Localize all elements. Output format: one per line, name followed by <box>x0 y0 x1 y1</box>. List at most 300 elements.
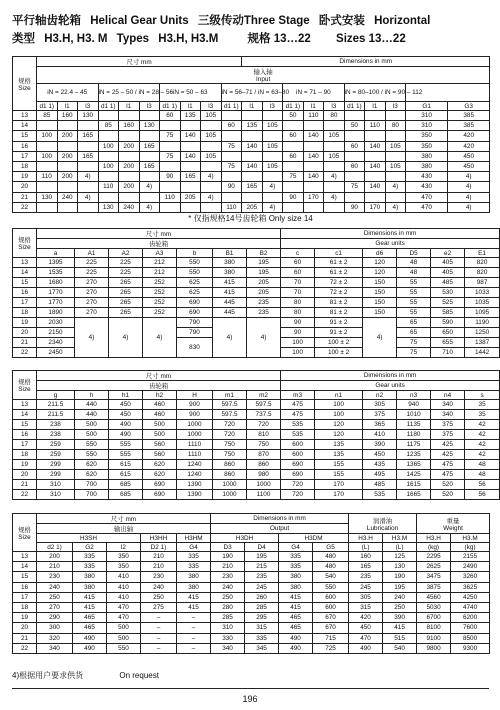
value-cell: 230 <box>37 572 73 582</box>
table-row <box>13 111 490 121</box>
value-cell <box>242 172 263 182</box>
value-cell: 380 <box>177 582 211 592</box>
value-cell: 212 <box>143 268 177 278</box>
column-header: n4 <box>431 391 465 400</box>
column-header: d1 1) <box>283 102 304 111</box>
label-line: 规格 <box>18 526 31 534</box>
value-cell: 230 <box>141 572 177 582</box>
value-cell: 195 <box>247 258 281 268</box>
size-cn: 规格 13…22 <box>247 33 311 45</box>
value-cell: 9800 <box>417 643 451 653</box>
value-cell: 495 <box>363 470 397 480</box>
value-cell: 210 <box>37 562 73 572</box>
value-cell <box>78 202 99 212</box>
column-header: A2 <box>109 249 143 258</box>
table-row <box>13 278 500 288</box>
value-cell <box>98 172 119 182</box>
value-cell: 385 <box>448 121 490 131</box>
value-cell: 340 <box>431 410 465 420</box>
value-cell: 225 <box>75 268 109 278</box>
value-cell <box>344 131 365 141</box>
value-cell: 9100 <box>417 633 451 643</box>
value-cell: 380 <box>73 572 107 582</box>
value-cell: 60 <box>160 111 181 121</box>
value-cell: 75 <box>221 141 242 151</box>
value-cell: 165 <box>139 141 160 151</box>
table-row <box>13 613 490 623</box>
value-cell: 60 <box>344 141 365 151</box>
value-cell <box>139 111 160 121</box>
value-cell: 4) <box>78 192 99 202</box>
table-row <box>13 57 490 67</box>
value-cell: 650 <box>431 328 465 338</box>
value-cell: 415 <box>73 592 107 602</box>
value-cell: 110 <box>37 172 58 182</box>
value-cell: 80 <box>281 298 315 308</box>
dim-label: 尺寸 mm <box>37 57 242 67</box>
size-cell: 17 <box>13 151 37 161</box>
value-cell <box>119 131 140 141</box>
value-cell: 42 <box>465 440 500 450</box>
title-cn: 平行轴齿轮箱 <box>12 15 81 27</box>
value-cell: 410 <box>107 582 141 592</box>
value-cell: 240 <box>211 582 245 592</box>
title-line-1 <box>12 12 492 28</box>
value-cell: 350 <box>107 552 141 562</box>
value-cell: 600 <box>313 592 349 602</box>
value-cell: 900 <box>177 400 213 410</box>
column-header: d1 1) <box>98 102 119 111</box>
value-cell: 737.5 <box>247 410 281 420</box>
value-cell: 240 <box>141 582 177 592</box>
value-cell: 4) <box>385 202 406 212</box>
label-line: 重量 <box>446 517 460 525</box>
value-cell <box>57 161 78 171</box>
value-cell: 42 <box>465 430 500 440</box>
value-cell: 135 <box>315 440 363 450</box>
value-cell <box>37 182 58 192</box>
size-cell: 15 <box>13 420 37 430</box>
value-cell: 490 <box>279 643 313 653</box>
value-cell: 810 <box>247 430 281 440</box>
value-cell: 252 <box>143 298 177 308</box>
value-cell: 3475 <box>417 572 451 582</box>
value-cell: 55 <box>397 288 431 298</box>
value-cell: 310 <box>37 480 75 490</box>
type-values-2: H3.H, H3.M <box>158 33 219 45</box>
value-cell: 200 <box>119 141 140 151</box>
size-cell: 21 <box>13 338 37 348</box>
value-cell: – <box>141 623 177 633</box>
value-cell: 465 <box>279 613 313 623</box>
value-cell <box>201 182 222 192</box>
value-cell: 130 <box>78 111 99 121</box>
value-cell: 105 <box>262 161 283 171</box>
label-line: 润滑油 <box>372 517 393 525</box>
value-cell: 475 <box>281 400 315 410</box>
value-cell: 720 <box>281 490 315 500</box>
value-cell: 110 <box>160 192 181 202</box>
value-cell: 550 <box>75 450 109 460</box>
value-cell: 2150 <box>37 328 75 338</box>
value-cell: 140 <box>242 161 263 171</box>
value-cell: 500 <box>143 420 177 430</box>
size-cell: 13 <box>13 552 37 562</box>
value-cell: 42 <box>465 420 500 430</box>
value-cell: 235 <box>349 572 383 582</box>
value-cell: 470 <box>107 602 141 612</box>
value-cell <box>262 131 283 141</box>
value-cell: 520 <box>431 490 465 500</box>
value-cell: 310 <box>406 111 448 121</box>
column-header: g <box>37 391 75 400</box>
value-cell: 540 <box>313 572 349 582</box>
type-en: Types <box>116 33 150 45</box>
value-cell: 535 <box>281 420 315 430</box>
value-cell: 100 <box>98 161 119 171</box>
value-cell: 135 <box>180 111 201 121</box>
value-cell <box>365 172 386 182</box>
value-cell: 1890 <box>37 308 75 318</box>
table-row <box>13 67 490 84</box>
value-cell: 235 <box>247 298 281 308</box>
value-cell: 490 <box>73 643 107 653</box>
table-row <box>13 643 490 653</box>
table-row <box>13 102 490 111</box>
value-cell <box>98 151 119 161</box>
value-cell: 715 <box>313 633 349 643</box>
size-cell: 17 <box>13 592 37 602</box>
value-cell: 300 <box>37 623 73 633</box>
size-cell: 14 <box>13 121 37 131</box>
table-row <box>13 450 500 460</box>
table-row <box>13 602 490 612</box>
value-cell: 310 <box>406 121 448 131</box>
value-cell: 375 <box>431 430 465 440</box>
size-cell: 15 <box>13 572 37 582</box>
value-cell <box>385 172 406 182</box>
value-cell: 100 <box>281 338 315 348</box>
on-request-note: 4) <box>213 318 247 358</box>
value-cell: 170 <box>315 480 363 490</box>
value-cell: 475 <box>431 470 465 480</box>
value-cell: 91 ± 2 <box>315 328 363 338</box>
value-cell: 720 <box>281 480 315 490</box>
column-header: d1 1) <box>160 102 181 111</box>
value-cell: 340 <box>37 643 73 653</box>
value-cell: 170 <box>315 490 363 500</box>
value-cell: 340 <box>211 643 245 653</box>
value-cell: 335 <box>73 552 107 562</box>
value-cell <box>365 192 386 202</box>
value-cell: 430 <box>406 182 448 192</box>
value-cell: 60 <box>281 268 315 278</box>
value-cell <box>344 192 365 202</box>
value-cell: 80 <box>324 111 345 121</box>
value-cell: 215 <box>245 562 279 572</box>
size-cell: 21 <box>13 480 37 490</box>
value-cell: 150 <box>363 288 397 298</box>
table-row <box>13 440 500 450</box>
value-cell: 135 <box>242 121 263 131</box>
table-row <box>13 534 490 543</box>
value-cell: 1000 <box>177 420 213 430</box>
value-cell: 555 <box>109 440 143 450</box>
column-header: E1 <box>465 249 500 258</box>
value-cell: 987 <box>465 278 500 288</box>
value-cell: 170 <box>303 192 324 202</box>
value-cell <box>221 111 242 121</box>
value-cell: 345 <box>245 643 279 653</box>
size-cell: 16 <box>13 288 37 298</box>
value-cell: 465 <box>279 623 313 633</box>
value-cell <box>262 151 283 161</box>
value-cell: 445 <box>213 308 247 318</box>
value-cell: 48 <box>397 268 431 278</box>
value-cell <box>303 141 324 151</box>
column-header: H <box>177 391 213 400</box>
value-cell: 540 <box>383 643 417 653</box>
value-cell: 130 <box>139 121 160 131</box>
value-cell: 655 <box>431 338 465 348</box>
title-en: Helical Gear Units <box>90 15 189 27</box>
value-cell: 75 <box>160 151 181 161</box>
size-cell: 15 <box>13 131 37 141</box>
output-shaft-table <box>12 513 490 654</box>
value-cell: 500 <box>107 623 141 633</box>
value-cell: 165 <box>349 562 383 572</box>
value-cell: 435 <box>363 460 397 470</box>
value-cell: 60 <box>283 131 304 141</box>
value-cell: 550 <box>177 268 213 278</box>
value-cell <box>201 161 222 171</box>
weight-h3m: H3.M <box>451 534 490 543</box>
value-cell: 110 <box>303 111 324 121</box>
value-cell: 375 <box>431 420 465 430</box>
value-cell <box>221 172 242 182</box>
value-cell: 140 <box>242 141 263 151</box>
dim-label: 尺寸 mm <box>37 514 211 524</box>
table-row <box>13 592 490 602</box>
value-cell: 150 <box>363 278 397 288</box>
value-cell: 1135 <box>397 420 431 430</box>
column-header: h1 <box>109 391 143 400</box>
value-cell <box>283 202 304 212</box>
dim-label-en: Dimensions in mm <box>281 371 500 381</box>
value-cell: 380 <box>279 572 313 582</box>
value-cell <box>119 111 140 121</box>
value-cell <box>303 121 324 131</box>
value-cell: 72 ± 2 <box>315 288 363 298</box>
value-cell: 425 <box>431 440 465 450</box>
value-cell <box>160 141 181 151</box>
column-header: G4 <box>177 543 211 552</box>
value-cell <box>242 131 263 141</box>
value-cell: 2155 <box>451 552 490 562</box>
value-cell: 385 <box>448 111 490 121</box>
value-cell: 1387 <box>465 338 500 348</box>
value-cell: 500 <box>143 430 177 440</box>
output-label: 输出轴 <box>37 524 211 534</box>
label-line: 规格 <box>18 237 31 244</box>
value-cell: 260 <box>245 592 279 602</box>
value-cell: 205 <box>180 192 201 202</box>
size-cell: 22 <box>13 643 37 653</box>
value-cell: 190 <box>211 552 245 562</box>
size-cell: 19 <box>13 172 37 182</box>
value-cell: 4) <box>448 192 490 202</box>
column-header: l1 <box>180 102 201 111</box>
value-cell: 380 <box>73 582 107 592</box>
value-cell: 70 <box>281 288 315 298</box>
value-cell <box>324 141 345 151</box>
value-cell: 2295 <box>417 552 451 562</box>
value-cell: 315 <box>349 602 383 612</box>
table-row <box>13 391 500 400</box>
value-cell: 4) <box>262 202 283 212</box>
value-cell: 4) <box>385 182 406 192</box>
value-cell: 210 <box>141 552 177 562</box>
group-h3dm: H3DM <box>279 534 349 543</box>
value-cell: 130 <box>37 192 58 202</box>
gear-label-en: Gear units <box>281 381 500 391</box>
value-cell: 120 <box>315 430 363 440</box>
label-line: Input <box>256 76 271 83</box>
value-cell: 160 <box>57 111 78 121</box>
table-row <box>13 288 500 298</box>
footnote <box>12 670 193 681</box>
value-cell: 105 <box>324 151 345 161</box>
value-cell: 320 <box>37 633 73 643</box>
value-cell: 1442 <box>465 348 500 358</box>
value-cell <box>262 111 283 121</box>
value-cell <box>57 202 78 212</box>
value-cell <box>221 151 242 161</box>
value-cell: 530 <box>431 288 465 298</box>
value-cell: 60 <box>283 151 304 161</box>
value-cell: 600 <box>281 440 315 450</box>
value-cell: 1190 <box>465 318 500 328</box>
value-cell: 140 <box>365 161 386 171</box>
value-cell: 270 <box>75 298 109 308</box>
value-cell: 200 <box>57 131 78 141</box>
value-cell: 195 <box>245 552 279 562</box>
on-request-note: 4) <box>363 318 397 358</box>
value-cell: 90 <box>160 172 181 182</box>
value-cell: 535 <box>281 430 315 440</box>
input-label <box>37 67 490 84</box>
value-cell <box>242 151 263 161</box>
lub-h3h: H3.H <box>349 534 383 543</box>
column-header: (L) <box>383 543 417 552</box>
value-cell: 450 <box>349 623 383 633</box>
value-cell: 8100 <box>417 623 451 633</box>
value-cell: 245 <box>245 582 279 592</box>
value-cell: 270 <box>75 308 109 318</box>
value-cell: 55 <box>397 298 431 308</box>
weight-label <box>417 514 490 534</box>
table-row <box>13 480 500 490</box>
value-cell: 155 <box>315 470 363 480</box>
value-cell: 700 <box>75 480 109 490</box>
table-row <box>13 410 500 420</box>
value-cell: 450 <box>109 410 143 420</box>
column-header: A1 <box>75 249 109 258</box>
value-cell: 60 <box>344 161 365 171</box>
table-row <box>13 572 490 582</box>
value-cell: 265 <box>109 288 143 298</box>
value-cell <box>283 121 304 131</box>
size-cell: 14 <box>13 410 37 420</box>
value-cell: 150 <box>363 308 397 318</box>
value-cell: 56 <box>465 480 500 490</box>
value-cell: 90 <box>281 328 315 338</box>
on-request-note: 4) <box>143 318 177 358</box>
value-cell: 1770 <box>37 298 75 308</box>
value-cell <box>119 172 140 182</box>
value-cell: 750 <box>213 440 247 450</box>
value-cell: 270 <box>37 602 73 612</box>
value-cell: 1000 <box>247 480 281 490</box>
value-cell: 80 <box>281 308 315 318</box>
value-cell: 6700 <box>417 613 451 623</box>
value-cell: 61 ± 2 <box>315 268 363 278</box>
value-cell: 625 <box>177 278 213 288</box>
value-cell <box>344 172 365 182</box>
table-row <box>13 381 500 391</box>
value-cell: – <box>177 613 211 623</box>
value-cell: 440 <box>75 410 109 420</box>
value-cell: 42 <box>465 450 500 460</box>
value-cell <box>119 192 140 202</box>
value-cell: 110 <box>221 202 242 212</box>
footnote-en: On request <box>119 671 159 680</box>
value-cell: 2625 <box>417 562 451 572</box>
value-cell: 140 <box>180 131 201 141</box>
column-header: m3 <box>281 391 315 400</box>
value-cell <box>160 182 181 192</box>
value-cell: – <box>141 643 177 653</box>
value-cell: 470 <box>349 633 383 643</box>
column-header: D5 <box>397 249 431 258</box>
table-row <box>13 430 500 440</box>
value-cell: 4250 <box>451 592 490 602</box>
table-row <box>13 400 500 410</box>
size-cell: 17 <box>13 440 37 450</box>
value-cell: 1615 <box>397 480 431 490</box>
type-values-1: H3.H, H3. M <box>44 33 108 45</box>
table-row <box>13 258 500 268</box>
value-cell: 4) <box>448 202 490 212</box>
value-cell: 465 <box>73 623 107 633</box>
label-line: Weight <box>443 524 463 532</box>
value-cell: 1535 <box>37 268 75 278</box>
value-cell: 415 <box>279 602 313 612</box>
value-cell: 550 <box>75 440 109 450</box>
label-line: 规格 <box>18 379 31 386</box>
value-cell: 790 <box>177 318 213 328</box>
value-cell <box>78 182 99 192</box>
value-cell: 670 <box>313 613 349 623</box>
value-cell: 105 <box>201 151 222 161</box>
value-cell: 3875 <box>417 582 451 592</box>
value-cell <box>242 111 263 121</box>
value-cell: 9300 <box>451 643 490 653</box>
size-cell: 16 <box>13 582 37 592</box>
value-cell: 335 <box>279 552 313 562</box>
value-cell: 410 <box>107 572 141 582</box>
value-cell: 670 <box>313 623 349 633</box>
